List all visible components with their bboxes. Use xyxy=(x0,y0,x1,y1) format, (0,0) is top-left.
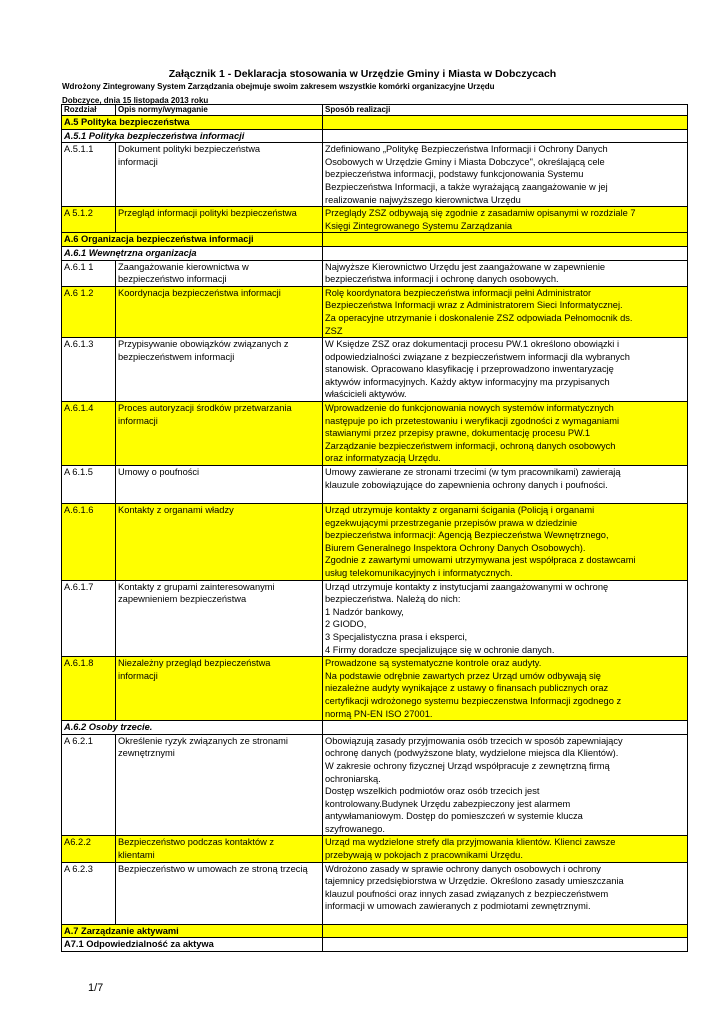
page-title: Załącznik 1 - Deklaracja stosowania w Urzędzie Gminy i Miasta w Dobczycach xyxy=(168,68,557,80)
table-row xyxy=(62,207,688,233)
row-implementation: Obowiązują zasady przyjmowania osób trzecich w sposób zapewniający ochronę danych (podwyższone blaty, wydzielone miejsca dla Klientów). W zakresie ochrony fizycznej Urząd współpracuje z zewnętrzną firmą ochroniarską. Dostęp wszelkich podmiotów oraz osób trzecich jest kontrolowany.Budynek Urzędu zabezpieczony jest alarmem antywłamaniowym. Dostęp do pomieszczeń w systemie klucza szyfrowanego. xyxy=(323,734,688,836)
table-row xyxy=(62,836,688,862)
scope-statement: Wdrożony Zintegrowany System Zarządzania obejmuje swoim zakresem wszystkie komórki organizacyjne Urzędu xyxy=(62,82,495,91)
table-row xyxy=(62,402,688,466)
row-chapter: A 6.1.5 xyxy=(62,466,116,504)
row-chapter: A.6.1.3 xyxy=(62,338,116,402)
row-requirement: Dokument polityki bezpieczeństwa informacji xyxy=(116,143,323,207)
declaration-table xyxy=(61,104,688,952)
row-implementation: Urząd utrzymuje kontakty z instytucjami zaangażowanymi w ochronę bezpieczeństwa. Należą do nich: 1 Nadzór bankowy, 2 GIODO, 3 Specjalistyczna prasa i eksperci, 4 Firmy doradcze specjalizujące się w ochronie danych. xyxy=(323,580,688,657)
section-empty-cell xyxy=(323,233,688,247)
row-requirement: Przypisywanie obowiązków związanych z bezpieczeństwem informacji xyxy=(116,338,323,402)
table-row xyxy=(62,143,688,207)
section-title: A7.1 Odpowiedzialność za aktywa xyxy=(62,938,323,952)
row-requirement: Umowy o poufności xyxy=(116,466,323,504)
row-requirement: Kontakty z grupami zainteresowanymi zapewnieniem bezpieczeństwa xyxy=(116,580,323,657)
row-chapter: A 6.2.3 xyxy=(62,862,116,924)
row-chapter: A.6.1.4 xyxy=(62,402,116,466)
section-empty-cell xyxy=(323,116,688,130)
row-implementation: Przeglądy ZSZ odbywają się zgodnie z zasadamiw opisanymi w rozdziale 7 Księgi Zintegrowanego Systemu Zarządzania xyxy=(323,207,688,233)
section-row xyxy=(62,924,688,938)
row-chapter: A.6 1.2 xyxy=(62,286,116,337)
section-empty-cell xyxy=(323,721,688,735)
row-implementation: Rolę koordynatora bezpieczeństwa informacji pełni Administrator Bezpieczeństwa Informacji wraz z Administratorem Sieci Informatycznej. Za operacyjne utrzymanie i doskonalenie ZSZ odpowiada Pełnomocnik ds. ZSZ xyxy=(323,286,688,337)
table-row xyxy=(62,580,688,657)
row-requirement: Określenie ryzyk związanych ze stronami zewnętrznymi xyxy=(116,734,323,836)
row-requirement: Proces autoryzacji środków przetwarzania informacji xyxy=(116,402,323,466)
section-empty-cell xyxy=(323,938,688,952)
row-chapter: A6.2.2 xyxy=(62,836,116,862)
header-chapter: Rozdział xyxy=(62,105,116,116)
section-title: A.7 Zarządzanie aktywami xyxy=(62,924,323,938)
section-title: A.5.1 Polityka bezpieczeństwa informacji xyxy=(62,129,323,143)
table-row xyxy=(62,338,688,402)
row-chapter: A.6.1 1 xyxy=(62,260,116,286)
row-implementation: Prowadzone są systematyczne kontrole oraz audyty. Na podstawie odrębnie zawartych przez Urząd umów odbywają się niezależne audyty wynikające z ustawy o finansach publicznych oraz certyfikacji wdrożonego systemu bezpieczenstwa Informacji zgodnego z normą PN-EN ISO 27001. xyxy=(323,657,688,721)
section-row xyxy=(62,233,688,247)
section-row xyxy=(62,246,688,260)
row-chapter: A.6.1.8 xyxy=(62,657,116,721)
section-row xyxy=(62,129,688,143)
row-implementation: W Księdze ZSZ oraz dokumentacji procesu PW.1 określono obowiązki i odpowiedzialności związane z bezpieczeństwem informacji dla wybranych stanowisk. Opracowano klasyfikację i przeprowadzono inwentaryzację aktywów informacyjnych. Każdy aktyw informacyjny ma przypisanych właścicieli aktywów. xyxy=(323,338,688,402)
row-chapter: A.5.1.1 xyxy=(62,143,116,207)
section-empty-cell xyxy=(323,129,688,143)
section-title: A.6 Organizacja bezpieczeństwa informacji xyxy=(62,233,323,247)
page-number: 1/7 xyxy=(88,982,104,994)
row-implementation: Urząd utrzymuje kontakty z organami ścigania (Policją i organami egzekwującymi przestrzeganie przepisów prawa w dziedzinie bezpieczeństwa informacji: Agencją Bezpieczeństwa Wewnętrznego, Biurem Generalnego Inspektora Ochrony Danych Osobowych). Zgodnie z zawartymi umowami utrzymywana jest współpraca z dostawcami usług telekomunikacyjnych i informatycznych. xyxy=(323,504,688,581)
table-row xyxy=(62,286,688,337)
row-requirement: Niezależny przegląd bezpieczeństwa informacji xyxy=(116,657,323,721)
row-implementation: Umowy zawierane ze stronami trzecimi (w tym pracownikami) zawierają klauzule zobowiązujące do zapewnienia ochrony danych i poufności. xyxy=(323,466,688,504)
row-implementation: Wdrożono zasady w sprawie ochrony danych osobowych i ochrony tajemnicy przedsiębiorstwa w Urzędzie. Określono zasady umieszczania klauzul poufności oraz innych zasad związanych z bezpieczeństwem informacji w umowach zawieranych z podmiotami zewnętrznymi. xyxy=(323,862,688,924)
table-row xyxy=(62,734,688,836)
row-chapter: A 5.1.2 xyxy=(62,207,116,233)
section-title: A.6.1 Wewnętrzna organizacja xyxy=(62,246,323,260)
table-row xyxy=(62,657,688,721)
section-title: A.5 Polityka bezpieczeństwa xyxy=(62,116,323,130)
row-chapter: A.6.1.7 xyxy=(62,580,116,657)
row-requirement: Bezpieczeństwo w umowach ze stroną trzecią xyxy=(116,862,323,924)
section-row xyxy=(62,721,688,735)
row-requirement: Koordynacja bezpieczeństwa informacji xyxy=(116,286,323,337)
row-requirement: Przegląd informacji polityki bezpieczeństwa xyxy=(116,207,323,233)
table-row xyxy=(62,862,688,924)
row-requirement: Zaangażowanie kierownictwa w bezpieczeństwo informacji xyxy=(116,260,323,286)
table-header-row xyxy=(62,105,688,116)
row-chapter: A.6.1.6 xyxy=(62,504,116,581)
section-empty-cell xyxy=(323,246,688,260)
section-row xyxy=(62,116,688,130)
section-title: A.6.2 Osoby trzecie. xyxy=(62,721,323,735)
header-requirement: Opis normy/wymaganie xyxy=(116,105,323,116)
row-requirement: Kontakty z organami władzy xyxy=(116,504,323,581)
row-implementation: Urząd ma wydzielone strefy dla przyjmowania klientów. Klienci zawsze przebywają w pokojach z pracownikami Urzędu. xyxy=(323,836,688,862)
table-row xyxy=(62,504,688,581)
table-row xyxy=(62,466,688,504)
section-row xyxy=(62,938,688,952)
row-requirement: Bezpieczeństwo podczas kontaktów z klientami xyxy=(116,836,323,862)
date-line: Dobczyce, dnia 15 listopada 2013 roku xyxy=(62,96,209,105)
table-body xyxy=(62,105,688,952)
row-implementation: Najwyższe Kierownictwo Urzędu jest zaangażowane w zapewnienie bezpieczeństwa informacji i ochronę danych osobowych. xyxy=(323,260,688,286)
row-chapter: A 6.2.1 xyxy=(62,734,116,836)
row-implementation: Zdefiniowano „Politykę Bezpieczeństwa Informacji i Ochrony Danych Osobowych w Urzędzie Gminy i Miasta Dobczyce", określającą cele bezpieczeństwa informacji, podstawy funkcjonowania Systemu Bezpieczeństwa Informacji, a także wyrażającą zaangażowanie w jej realizowanie najwyższego kierownictwa Urzędu xyxy=(323,143,688,207)
header-implementation: Sposób realizacji xyxy=(323,105,688,116)
section-empty-cell xyxy=(323,924,688,938)
table-row xyxy=(62,260,688,286)
row-implementation: Wprowadzenie do funkcjonowania nowych systemów informatycznych następuje po ich przetestowaniu i weryfikacji zgodności z wymaganiami stawianymi przez przepisy prawne, dokumentację procesu PW.1 Zarządzanie bezpieczeństwem informacji, ochroną danych osobowych oraz informatyzacją Urzędu. xyxy=(323,402,688,466)
